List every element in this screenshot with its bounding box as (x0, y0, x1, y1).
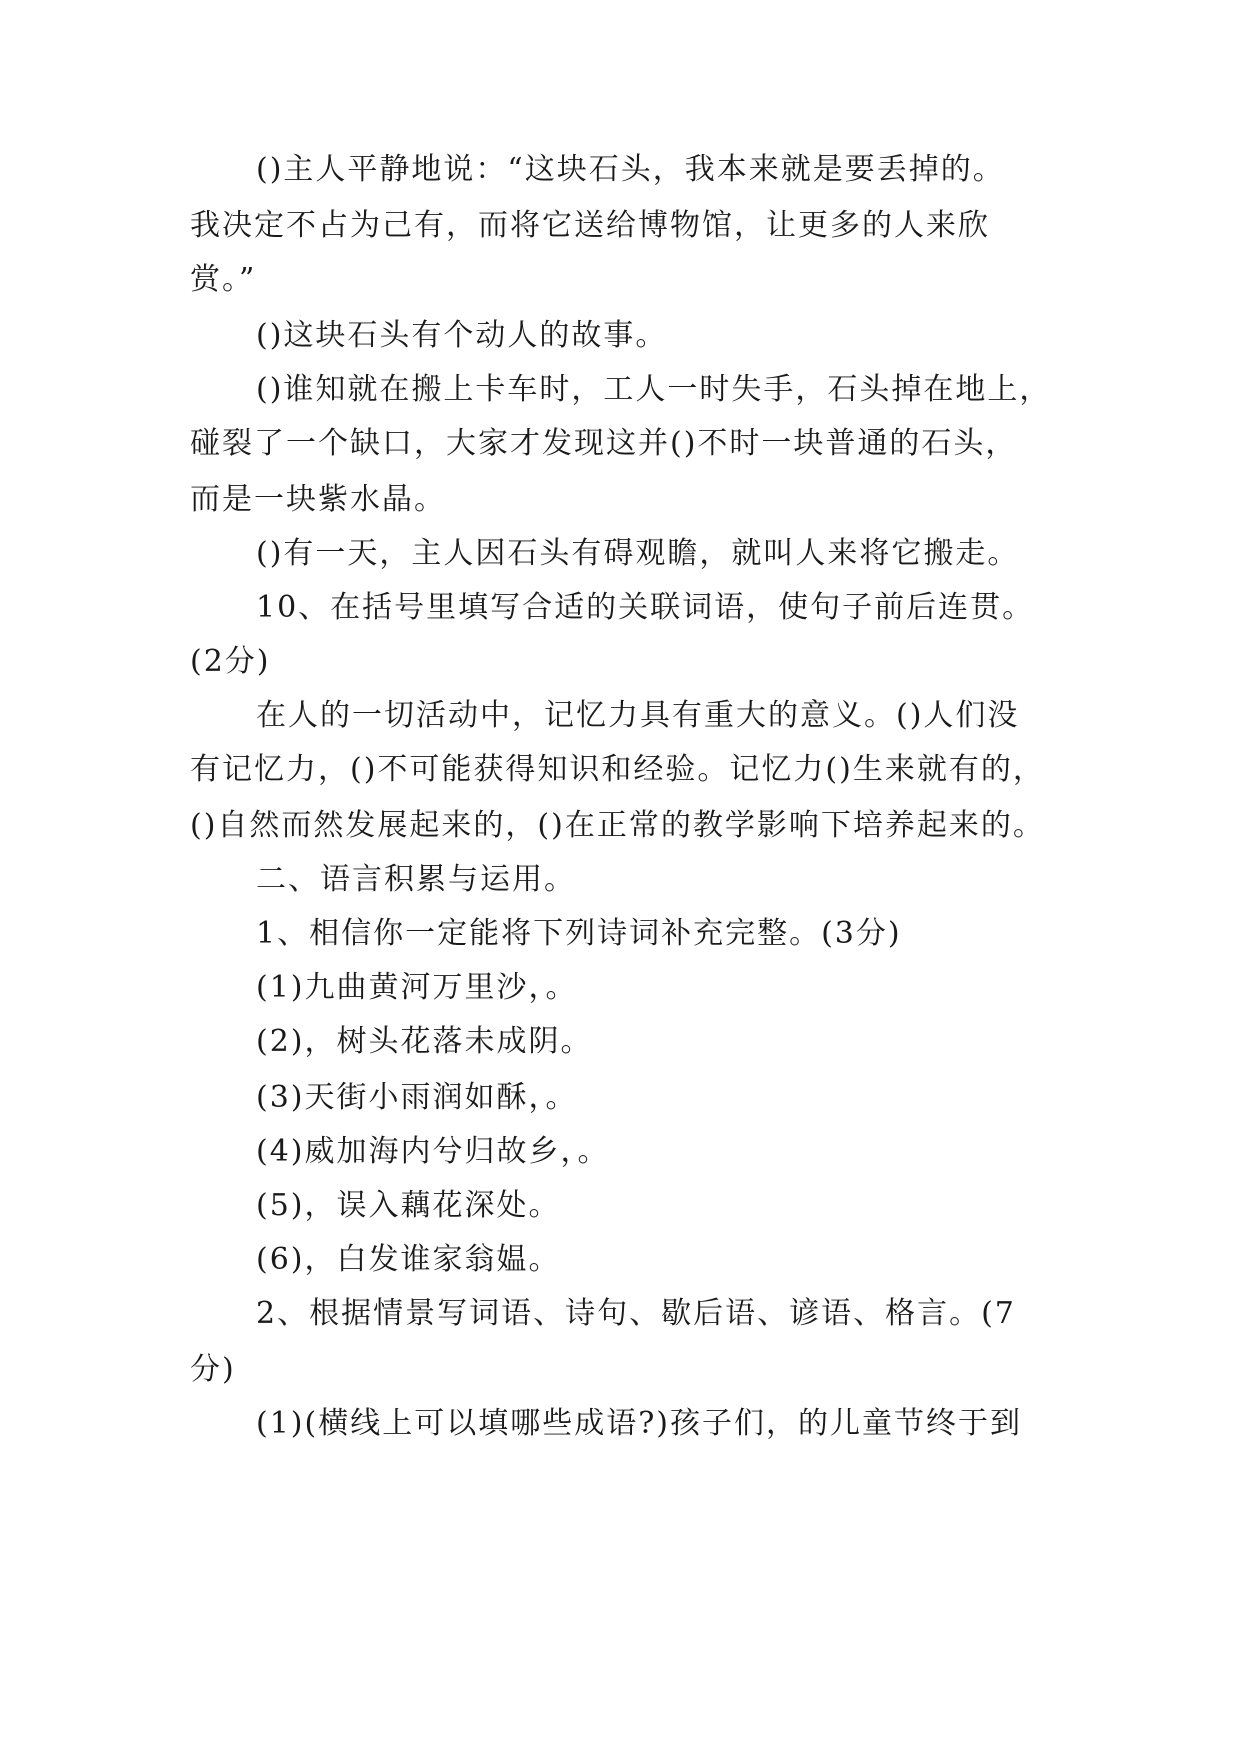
poem-item: (2)，树头花落未成阴。 (256, 1024, 593, 1059)
text-line: ()谁知就在搬上卡车时，工人一时失手，石头掉在地上， (256, 372, 1052, 407)
poem-item: (1)九曲黄河万里沙，。 (256, 970, 578, 1005)
question-text: 2、根据情景写词语、诗句、歇后语、谚语、格言。(7 (256, 1296, 1016, 1331)
question-text: (1)(横线上可以填哪些成语?)孩子们，的儿童节终于到 (256, 1406, 1022, 1441)
text-line: ()有一天，主人因石头有碍观瞻，就叫人来将它搬走。 (256, 536, 1020, 571)
text-line: 分) (190, 1352, 236, 1387)
section-heading: 二、语言积累与运用。 (256, 862, 576, 897)
poem-item: (5)，误入藕花深处。 (256, 1188, 561, 1223)
text-line: 在人的一切活动中，记忆力具有重大的意义。()人们没 (256, 698, 1020, 733)
poem-item: (4)威加海内兮归故乡，。 (256, 1134, 610, 1169)
text-line: ()这块石头有个动人的故事。 (256, 318, 668, 353)
text-line: 有记忆力，()不可能获得知识和经验。记忆力()生来就有的， (190, 752, 1045, 787)
text-line: ()主人平静地说：“这块石头，我本来就是要丢掉的。 (256, 152, 1005, 187)
text-line: 我决定不占为己有，而将它送给博物馆，让更多的人来欣 (190, 208, 990, 243)
poem-item: (3)天街小雨润如酥，。 (256, 1080, 578, 1115)
text-line: 10、在括号里填写合适的关联词语，使句子前后连贯。 (256, 590, 1035, 625)
text-line: 赏。” (190, 262, 257, 297)
text-line: 碰裂了一个缺口，大家才发现这并()不时一块普通的石头， (190, 426, 1018, 461)
text-line: 而是一块紫水晶。 (190, 482, 446, 517)
text-line: ()自然而然发展起来的，()在正常的教学影响下培养起来的。 (190, 808, 1045, 843)
question-text: 1、相信你一定能将下列诗词补充完整。(3分) (256, 916, 902, 951)
text-line: (2分) (190, 644, 271, 679)
poem-item: (6)，白发谁家翁媪。 (256, 1242, 561, 1277)
